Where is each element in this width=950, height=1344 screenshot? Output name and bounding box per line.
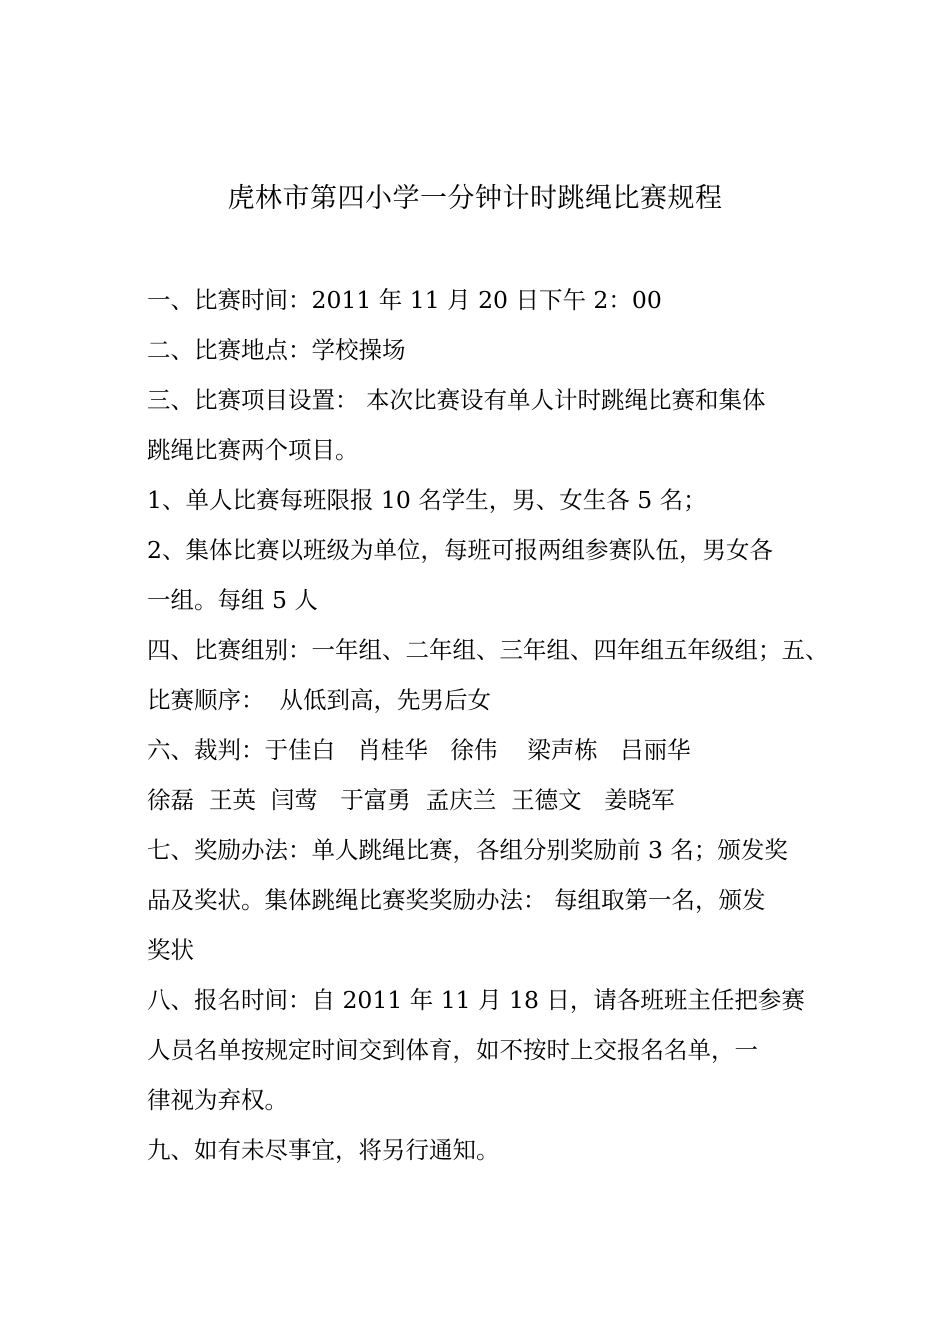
- text-line-notice: 九、如有未尽事宜，将另行通知。: [147, 1136, 500, 1164]
- text-line-judges-cont: 徐磊 王英 闫莺 于富勇 孟庆兰 王德文 姜晓军: [147, 786, 675, 814]
- text-line-group-rule: 2、集体比赛以班级为单位，每班可报两组参赛队伍，男女各: [147, 536, 773, 564]
- text-line-awards-end: 奖状: [147, 936, 194, 964]
- text-line-awards: 七、奖励办法：单人跳绳比赛，各组分别奖励前 3 名；颁发奖: [147, 836, 788, 864]
- text-line-events-cont: 跳绳比赛两个项目。: [147, 436, 359, 464]
- text-line-group-rule-cont: 一组。每组 5 人: [147, 586, 318, 614]
- text-line-venue: 二、比赛地点：学校操场: [147, 336, 406, 364]
- document-title: 虎林市第四小学一分钟计时跳绳比赛规程: [227, 183, 723, 214]
- text-line-registration-cont: 人员名单按规定时间交到体育，如不按时上交报名名单，一: [147, 1036, 758, 1064]
- text-line-order: 比赛顺序： 从低到高，先男后女: [147, 686, 491, 714]
- text-line-awards-cont: 品及奖状。集体跳绳比赛奖奖励办法： 每组取第一名，颁发: [147, 886, 766, 914]
- text-line-divisions: 四、比赛组别：一年组、二年组、三年组、四年组五年级组；五、: [147, 636, 829, 664]
- text-line-individual-rule: 1、单人比赛每班限报 10 名学生，男、女生各 5 名；: [147, 486, 707, 514]
- text-line-judges: 六、裁判：于佳白 肖桂华 徐伟 梁声栋 吕丽华: [147, 736, 691, 764]
- text-line-events: 三、比赛项目设置： 本次比赛设有单人计时跳绳比赛和集体: [147, 386, 766, 414]
- document-body: [147, 275, 837, 1175]
- text-line-registration-end: 律视为弃权。: [147, 1086, 288, 1114]
- text-line-registration: 八、报名时间：自 2011 年 11 月 18 日，请各班班主任把参赛: [147, 986, 805, 1014]
- text-line-time: 一、比赛时间：2011 年 11 月 20 日下午 2：00: [147, 286, 662, 314]
